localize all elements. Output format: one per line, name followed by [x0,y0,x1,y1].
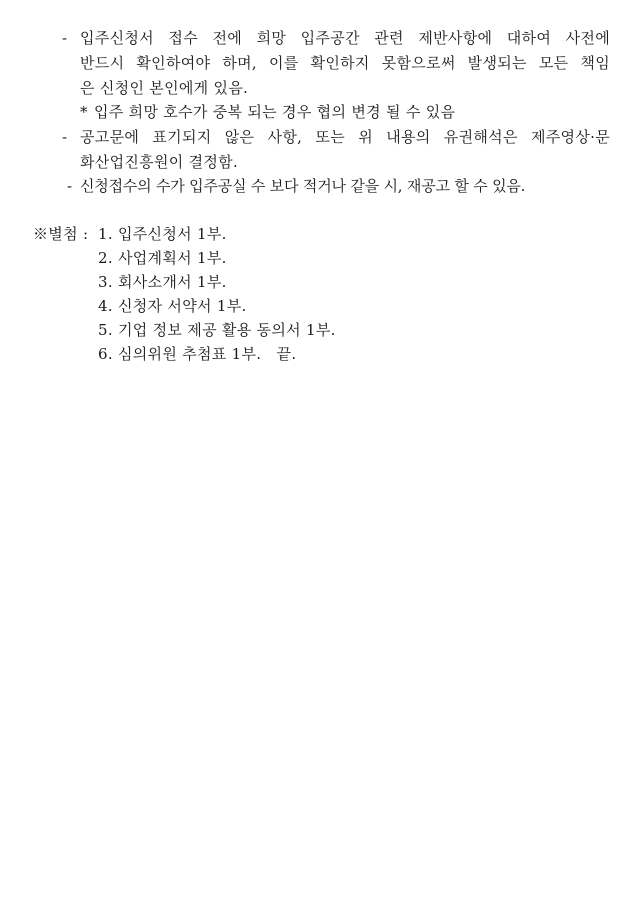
note-3-line-1: 공고문에 표기되지 않은 사항, 또는 위 내용의 유권해석은 제주영상·문 [80,128,610,146]
attachment-item-1: 1. 입주신청서 1부. [98,225,227,243]
note-4-line-1: 신청접수의 수가 입주공실 수 보다 적거나 같을 시, 재공고 할 수 있음. [80,177,526,195]
attachments-label: ※별첨 : [33,225,89,243]
note-1-marker: - [62,29,68,47]
note-3-marker: - [62,128,68,146]
note-3-line-2: 화산업진흥원이 결정함. [80,153,239,171]
attachment-item-4: 4. 신청자 서약서 1부. [98,297,247,315]
note-1-line-2: 반드시 확인하여야 하며, 이를 확인하지 못함으로써 발생되는 모든 책임 [80,54,610,72]
attachment-item-3: 3. 회사소개서 1부. [98,273,227,291]
attachment-item-5: 5. 기업 정보 제공 활용 동의서 1부. [98,321,336,339]
attachment-item-2: 2. 사업계획서 1부. [98,249,227,267]
attachment-item-6: 6. 심의위원 추첨표 1부. 끝. [98,345,297,363]
note-4-marker: - [67,177,73,195]
note-1-line-1: 입주신청서 접수 전에 희망 입주공간 관련 제반사항에 대하여 사전에 [80,29,610,47]
note-2-marker: * [80,103,88,121]
note-2-line-1: 입주 희망 호수가 중복 되는 경우 협의 변경 될 수 있음 [94,103,456,121]
note-1-line-3: 은 신청인 본인에게 있음. [80,79,249,97]
